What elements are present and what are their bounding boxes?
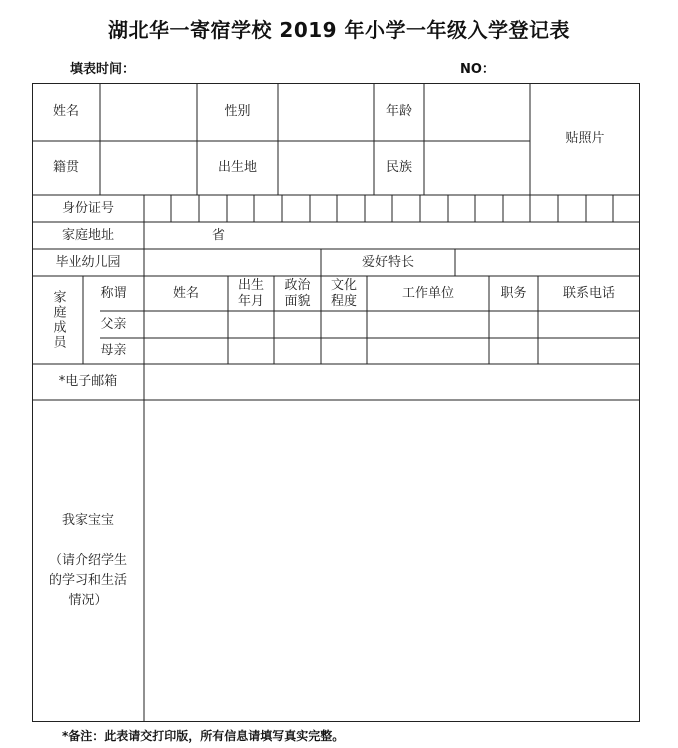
province-label: 省 <box>212 227 226 243</box>
address-field[interactable] <box>144 222 640 249</box>
intro-field[interactable] <box>144 400 640 722</box>
col-position: 职务 <box>500 285 527 301</box>
col-phone: 联系电话 <box>562 285 615 301</box>
birthplace-field[interactable] <box>278 141 374 195</box>
photo-box[interactable]: 贴照片 <box>565 131 605 146</box>
family-section-label: 家庭成员 <box>50 290 66 350</box>
col-birth: 出生年月 <box>237 277 264 309</box>
relation-father: 父亲 <box>100 316 127 332</box>
email-field[interactable] <box>144 364 640 400</box>
name-field[interactable] <box>100 83 197 141</box>
col-name: 姓名 <box>172 285 199 301</box>
relation-mother: 母亲 <box>100 343 127 358</box>
birthplace-label: 出生地 <box>217 160 257 175</box>
ethnicity-label: 民族 <box>385 160 412 175</box>
name-label: 姓名 <box>52 104 79 119</box>
kindergarten-label: 毕业幼儿园 <box>55 254 121 270</box>
native-field[interactable] <box>100 141 197 195</box>
native-label: 籍贯 <box>52 160 79 175</box>
mother-row-fields[interactable] <box>144 338 640 364</box>
intro-label-block <box>32 400 144 722</box>
email-label: *电子邮箱 <box>58 374 118 389</box>
col-education: 文化程度 <box>330 277 357 309</box>
col-relation: 称谓 <box>100 285 127 301</box>
col-workplace: 工作单位 <box>401 285 454 301</box>
intro-desc: （请介绍学生的学习和生活情况） <box>48 553 127 608</box>
registration-form <box>32 83 640 722</box>
ethnicity-field[interactable] <box>424 141 530 195</box>
id-label: 身份证号 <box>61 200 114 216</box>
address-label: 家庭地址 <box>61 227 114 243</box>
page-title: 湖北华一寄宿学校 2019 年小学一年级入学登记表 <box>107 18 571 42</box>
id-number-field[interactable] <box>144 195 640 222</box>
hobby-field[interactable] <box>455 249 640 276</box>
intro-title: 我家宝宝 <box>61 513 114 528</box>
gender-field[interactable] <box>278 83 374 141</box>
kindergarten-field[interactable] <box>144 249 321 276</box>
hobby-label: 爱好特长 <box>361 254 414 270</box>
gender-label: 性别 <box>224 104 251 119</box>
age-field[interactable] <box>424 83 530 141</box>
father-row-fields[interactable] <box>144 311 640 338</box>
fill-time-label: 填表时间： <box>70 62 136 77</box>
footer-note: *备注：此表请交打印版，所有信息请填写真实完整。 <box>62 729 345 743</box>
col-political: 政治面貌 <box>284 277 311 309</box>
age-label: 年龄 <box>385 104 412 119</box>
serial-no-label: NO： <box>460 62 495 77</box>
